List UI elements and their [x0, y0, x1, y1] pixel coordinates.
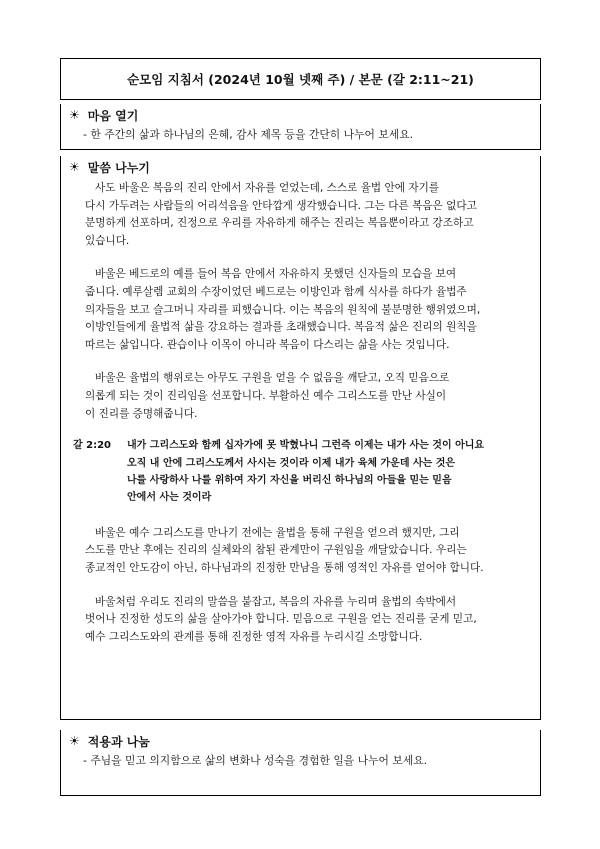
scripture-text — [127, 437, 532, 507]
scripture-line: 안에서 사는 것이라 — [127, 492, 212, 504]
paragraph-line: 의자들을 보고 슬그머니 자리를 피했습니다. 이는 복음의 원칙에 불분명한 행위였으며, — [85, 303, 481, 316]
title-box — [60, 58, 541, 100]
section-apply-header — [61, 730, 540, 752]
scripture-reference: 갈 2:20 — [73, 440, 112, 452]
paragraph-line: 분명하게 선포하며, 진정으로 우리를 자유하게 해주는 진리는 복음뿐이라고 강조하고 — [85, 217, 474, 230]
paragraph-line: 벗어나 진정한 성도의 삶을 살아가야 합니다. 믿음으로 구원을 얻는 진리를 굳게 믿고, — [85, 613, 477, 626]
section-apply-heading: 적용과 나눔 — [87, 734, 150, 749]
section-opening — [60, 104, 541, 150]
paragraph-line: 이방인들에게 율법적 삶을 강요하는 결과를 초래했습니다. 복음적 삶은 진리의 원칙을 — [85, 321, 477, 334]
sun-icon: ☀ — [69, 734, 80, 748]
scripture-quote — [61, 437, 540, 507]
section-word — [60, 156, 541, 720]
paragraph-line: 바울처럼 우리도 진리의 말씀을 붙잡고, 복음의 자유를 누리며 율법의 속박에서 — [95, 595, 457, 608]
section-opening-prompt: - 한 주간의 삶과 하나님의 은혜, 감사 제목 등을 간단히 나누어 보세요. — [83, 128, 414, 141]
paragraph-line: 이 진리를 증명해줍니다. — [85, 407, 198, 420]
paragraph-line: 줍니다. 예루살렘 교회의 수장이었던 베드로는 이방인과 함께 식사를 하다가 율법주 — [85, 285, 467, 298]
scripture-line: 나를 사랑하사 나를 위하여 자기 자신을 버리신 하나님의 아들을 믿는 믿음 — [127, 474, 452, 486]
paragraph-5 — [61, 594, 540, 647]
paragraph-line: 스도를 만난 후에는 진리의 실체와의 참된 관계만이 구원임을 깨달았습니다. 우리는 — [85, 544, 467, 557]
sun-icon: ☀ — [69, 108, 80, 122]
worksheet — [60, 58, 541, 796]
paragraph-line: 바울은 율법의 행위로는 아무도 구원을 얻을 수 없음을 깨닫고, 오직 믿음으로 — [95, 372, 450, 385]
scripture-line: 내가 그리스도와 함께 십자가에 못 박혔나니 그런즉 이제는 내가 사는 것이 아니요 — [127, 440, 485, 452]
section-apply-prompt: - 주님을 믿고 의지함으로 삶의 변화나 성숙을 경험한 일을 나누어 보세요. — [83, 754, 428, 767]
paragraph-4 — [61, 525, 540, 578]
paragraph-line: 종교적인 안도감이 아닌, 하나님과의 진정한 만남을 통해 영적인 자유를 얻어야 합니다. — [85, 561, 484, 574]
paragraph-2 — [61, 266, 540, 354]
section-apply — [60, 730, 541, 796]
paragraph-line: 있습니다. — [85, 234, 130, 247]
paragraph-line: 의롭게 되는 것이 진리임을 선포합니다. 부활하신 예수 그리스도를 만난 사실이 — [85, 389, 447, 402]
paragraph-line: 바울은 베드로의 예를 들어 복음 안에서 자유하지 못했던 신자들의 모습을 보여 — [95, 268, 457, 281]
section-opening-heading: 마음 열기 — [87, 108, 139, 123]
scripture-line: 오직 내 안에 그리스도께서 사시는 것이라 이제 내가 육체 가운데 사는 것은 — [127, 457, 456, 469]
paragraph-line: 예수 그리스도와의 관계를 통해 진정한 영적 자유를 누리시길 소망합니다. — [85, 630, 423, 643]
paragraph-3 — [61, 370, 540, 423]
paragraph-line: 바울은 예수 그리스도를 만나기 전에는 율법을 통해 구원을 얻으려 했지만, 그리 — [95, 526, 460, 539]
paragraph-1 — [61, 180, 540, 250]
paragraph-line: 사도 바울은 복음의 진리 안에서 자유를 얻었는데, 스스로 율법 안에 자기를 — [95, 182, 440, 194]
sun-icon: ☀ — [69, 160, 80, 174]
section-opening-header — [61, 104, 540, 126]
paragraph-line: 따르는 삶입니다. 관습이나 이목이 아니라 복음이 다스리는 삶을 사는 것입니다. — [85, 338, 450, 351]
paragraph-line: 다시 가두려는 사람들의 어리석음을 안타깝게 생각했습니다. 그는 다른 복음은 없다고 — [85, 199, 477, 212]
section-word-heading: 말씀 나누기 — [87, 160, 150, 175]
section-word-header — [61, 156, 540, 178]
page-title: 순모임 지침서 (2024년 10월 넷째 주) / 본문 (갈 2:11~21) — [127, 72, 474, 87]
